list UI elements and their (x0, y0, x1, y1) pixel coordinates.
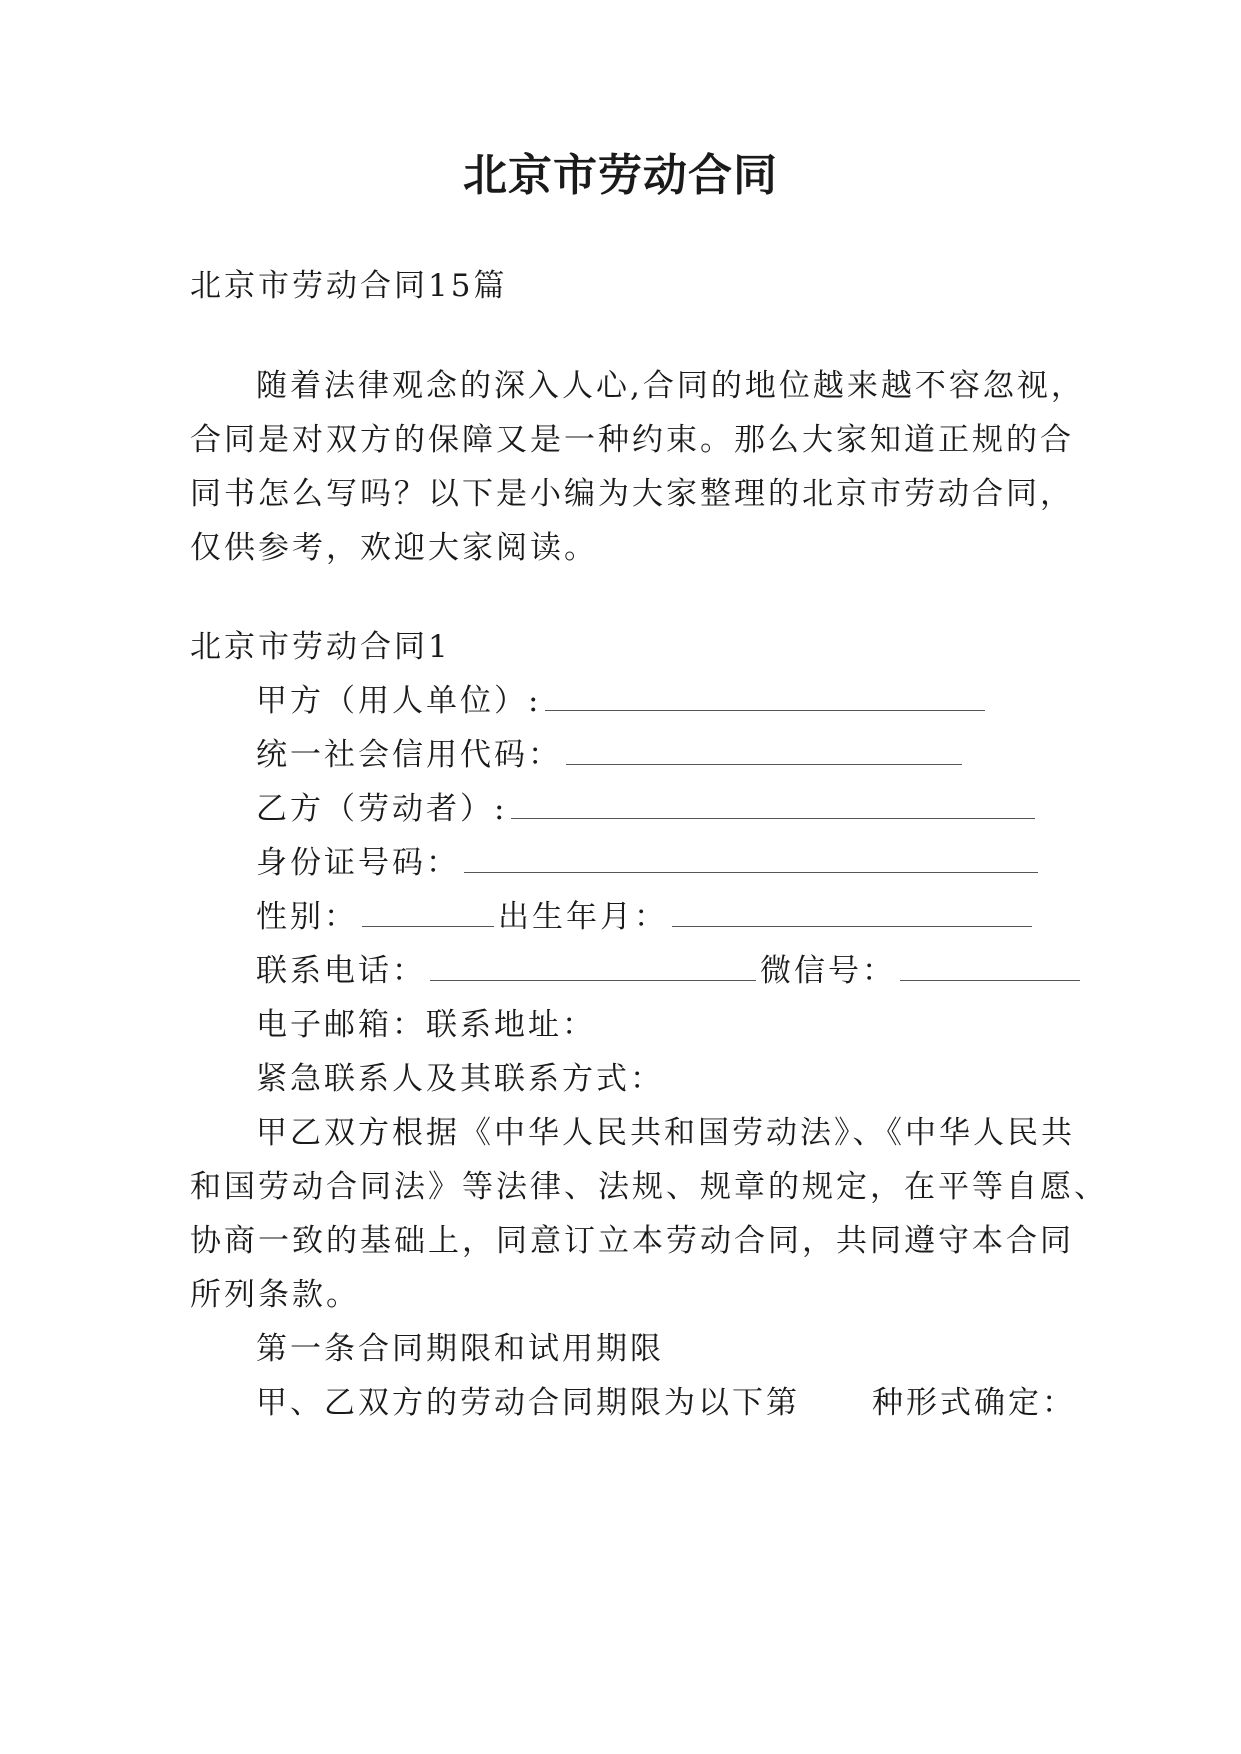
wechat-blank (900, 954, 1080, 981)
phone-wechat-field (256, 951, 1084, 991)
wechat-label: 微信号： (760, 953, 896, 989)
article-1-title: 第一条合同期限和试用期限 (256, 1331, 664, 1367)
gender-blank (362, 900, 494, 927)
intro-line-2: 合同是对双方的保障又是一种约束。那么大家知道正规的合 (190, 422, 1074, 458)
credit-code-label: 统一社会信用代码： (256, 737, 562, 773)
credit-code-field (256, 735, 966, 775)
section-title: 北京市劳动合同1 (190, 629, 451, 665)
article-1-text-a: 甲、乙双方的劳动合同期限为以下第 (256, 1385, 800, 1421)
phone-label: 联系电话： (256, 953, 426, 989)
article-1-text-b: 种形式确定： (872, 1385, 1076, 1421)
party-b-label: 乙方（劳动者）: (256, 791, 508, 827)
birth-label: 出生年月： (498, 899, 668, 935)
credit-code-blank (566, 738, 962, 765)
party-a-label: 甲方（用人单位）: (256, 683, 542, 719)
body-line-3: 协商一致的基础上，同意订立本劳动合同，共同遵守本合同 (190, 1223, 1074, 1259)
birth-blank (672, 900, 1032, 927)
gender-birth-field (256, 897, 1036, 937)
id-number-blank (464, 846, 1038, 873)
body-line-4: 所列条款。 (190, 1277, 360, 1313)
document-subtitle: 北京市劳动合同15篇 (190, 268, 508, 304)
document-title: 北京市劳动合同 (463, 150, 778, 201)
party-b-blank (511, 792, 1035, 819)
intro-line-3: 同书怎么写吗？以下是小编为大家整理的北京市劳动合同， (190, 476, 1074, 512)
party-a-blank (545, 684, 985, 711)
body-line-2: 和国劳动合同法》等法律、法规、规章的规定，在平等自愿、 (190, 1169, 1108, 1205)
body-line-1: 甲乙双方根据《中华人民共和国劳动法》、《中华人民共 (256, 1115, 1075, 1151)
article-1-text (256, 1383, 1076, 1423)
emergency-contact-field: 紧急联系人及其联系方式： (256, 1061, 664, 1097)
gender-label: 性别： (256, 899, 358, 935)
intro-line-1: 随着法律观念的深入人心,合同的地位越来越不容忽视， (256, 368, 1085, 404)
email-address-field: 电子邮箱：联系地址： (256, 1007, 596, 1043)
id-number-label: 身份证号码： (256, 845, 460, 881)
intro-line-4: 仅供参考，欢迎大家阅读。 (190, 530, 598, 566)
party-b-field (256, 789, 1039, 829)
phone-blank (430, 954, 756, 981)
party-a-field (256, 681, 989, 721)
id-number-field (256, 843, 1042, 883)
